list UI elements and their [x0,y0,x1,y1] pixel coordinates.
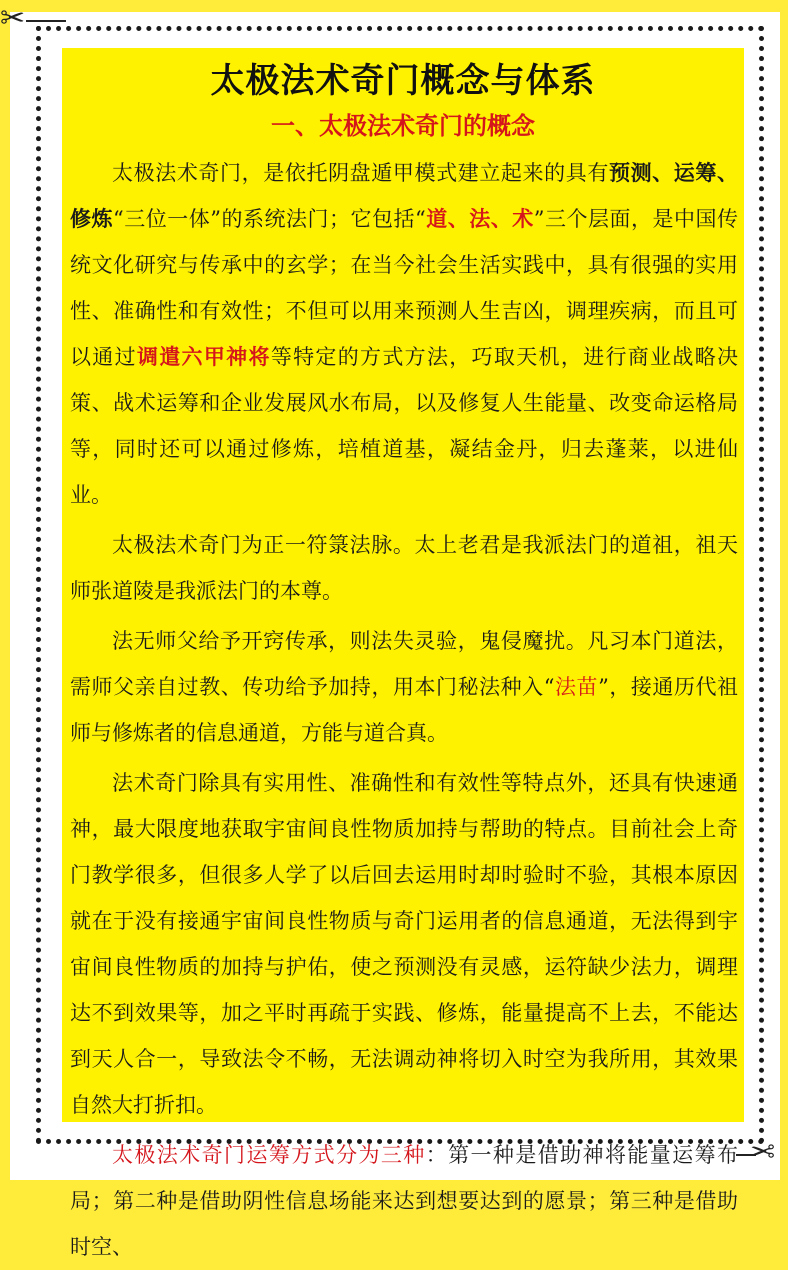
scissors-icon: ✂ [0,1,26,36]
section-heading: 一、太极法术奇门的概念 [271,111,535,140]
paragraph-lineage: 太极法术奇门为正一符箓法脉。太上老君是我派法门的道祖，祖天师张道陵是我派法门的本尊。 [70,533,738,603]
article-body [70,150,738,1270]
cut-line-top [26,20,66,22]
paragraph-features: 法术奇门除具有实用性、准确性和有效性等特点外，还具有快速通神，最大限度地获取宇宙间良性物质加持与帮助的特点。目前社会上奇门教学很多，但很多人学了以后回去运用时却时验时不验，其根本原因就在于没有接通宇宙间良性物质与奇门运用者的信息通道，无法得到宇宙间良性物质的加持与护佑，使之预测没有灵感，运符缺少法力，调理达不到效果等，加之平时再疏于实践、修炼，能量提高不上去，不能达到天人合一，导致法令不畅，无法调动神将切入时空为我所用，其效果自然大打折扣。 [70,771,738,1117]
paragraph-concept: 太极法术奇门，是依托阴盘遁甲模式建立起来的具有预测、运筹、修炼“三位一体”的系统法门；它包括“道、法、术”三个层面，是中国传统文化研究与传承中的玄学；在当今社会生活实践中，具有很强的实用性、准确性和有效性；不但可以用来预测人生吉凶，调理疾病，而且可以通过调遣六甲神将等特定的方式方法，巧取天机，进行商业战略决策、战术运筹和企业发展风水布局，以及修复人生能量、改变命运格局等，同时还可以通过修炼，培植道基，凝结金丹，归去蓬莱，以进仙业。 [70,160,739,507]
paragraph-transmission: 法无师父给予开窍传承，则法失灵验，鬼侵魔扰。凡习本门道法，需师父亲自过教、传功给予加持，用本门秘法种入“法苗”，接通历代祖师与修炼者的信息通道，方能与道合真。 [70,629,739,745]
scissors-icon: ✂ [750,1135,776,1170]
paragraph-methods: 太极法术奇门运筹方式分为三种：第一种是借助神将能量运筹布局；第二种是借助阴性信息场能来达到想要达到的愿景；第三种是借助时空、 [70,1143,738,1259]
page-title: 太极法术奇门概念与体系 [210,61,596,101]
